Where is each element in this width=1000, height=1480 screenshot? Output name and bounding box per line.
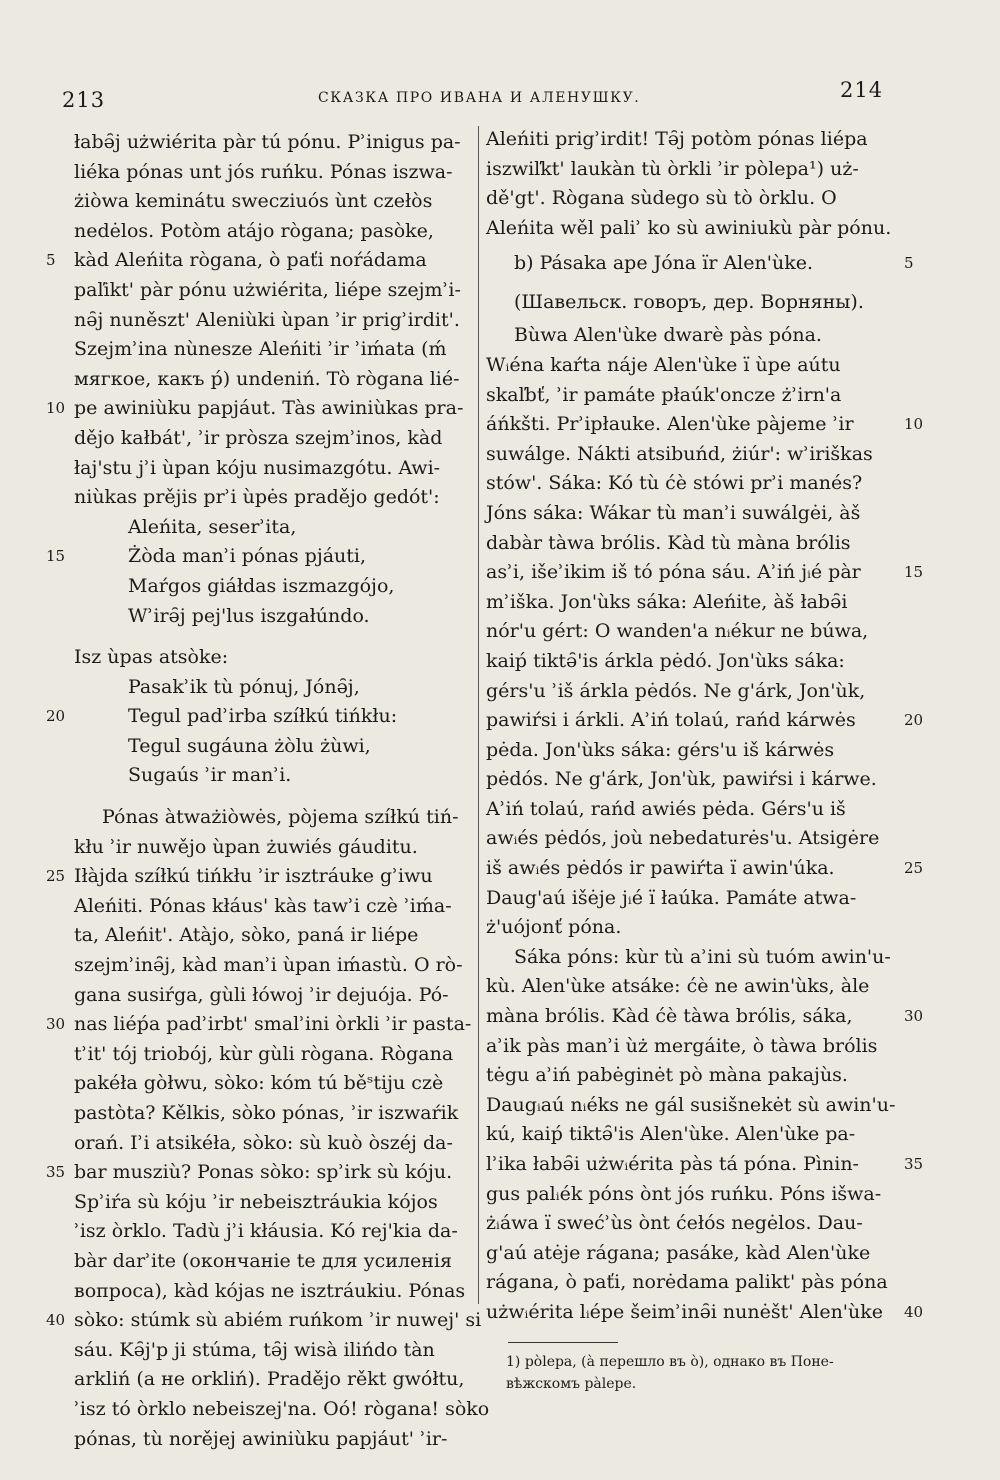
line-text: dě'gt'. Rògana sùdego sù tò òrklu. O: [486, 187, 837, 210]
column-divider: [478, 126, 479, 1304]
line-text: Pónas àtważiòwės, pòjema szíłkú tiń-: [102, 806, 459, 829]
text-line: [486, 1091, 896, 1121]
text-line: [486, 243, 914, 283]
line-text: Wʾirǝ̑j pej'lus iszgałúndo.: [128, 604, 370, 627]
line-text: iš awᵢés pėdós ir pawiŕta ï awin'úka.: [486, 857, 835, 880]
text-line: [74, 187, 478, 217]
line-number: 5: [904, 254, 914, 273]
line-text: aʾik pàs manʾi ùż mergáite, ò tàwa brólis: [486, 1034, 878, 1057]
line-text: pakéła gòłwu, sòko: kóm tú běˢtiju czè: [74, 1072, 444, 1095]
line-text: kàd Aleńita rògana, ò paťi noŕádama: [74, 249, 427, 272]
line-text: stów'. Sáka: Kó tù ćè stówi prʾi manés?: [486, 472, 863, 495]
line-text: nedėlos. Potòm atájo rògana; pasòke,: [74, 219, 434, 242]
line-text: kú, kaiṕ tiktǝ̑'is Alen'ùke. Alen'ùke pa-: [486, 1123, 856, 1146]
line-text: g'aú atėje rágana; pasáke, kàd Alen'ùke: [486, 1241, 871, 1264]
line-text: Pasakʾik tù pónuj, Jónǝ̑j,: [128, 675, 360, 698]
line-number: 15: [46, 547, 66, 566]
line-text: Sáka póns: kùr tù aʾini sù tuóm awin'u-: [514, 945, 891, 968]
text-line: [486, 854, 924, 884]
line-text: pėdós. Ne g'árk, Jon'ùk, pawiŕsi i kárwe.: [486, 768, 877, 791]
line-text: nas liéṕa padʾirbt' smalʾini òrkli ʾir pasta-: [74, 1013, 472, 1036]
line-text: b) Pásaka ape Jóna ïr Alen'ùke.: [514, 252, 813, 275]
text-line: [486, 588, 896, 618]
text-line: [486, 647, 896, 677]
line-number: 20: [46, 707, 66, 726]
text-line: [486, 1298, 924, 1328]
text-line: [486, 765, 896, 795]
text-line: [74, 276, 478, 306]
line-text: Maŕgos giáłdas iszmazgójo,: [128, 574, 395, 597]
line-text: Żòda manʾi pónas pjáuti,: [128, 545, 367, 568]
line-text: kłu ʾir nuwějo ùpan żuwiés gáuditu.: [74, 835, 418, 858]
line-number: 25: [904, 859, 924, 878]
text-line: [486, 972, 896, 1002]
line-text: Aleńiti. Pónas kłáus' kàs tawʾi czè ʾiḿa-: [74, 894, 452, 917]
text-line: [46, 542, 478, 572]
text-line: [486, 499, 896, 529]
line-text: ʾisz tó òrklo nebeiszej'na. Oó! rògana! sòko: [74, 1397, 490, 1420]
text-line: [486, 913, 896, 943]
text-line: [74, 673, 478, 703]
line-text: ta, Aleńit'. Atàjo, sòko, paná ir liépe: [74, 924, 419, 947]
line-text: Aleńita, seserʾita,: [128, 515, 297, 538]
text-line: [74, 454, 478, 484]
text-line: [74, 732, 478, 762]
line-number: 10: [46, 399, 66, 418]
text-line: [74, 761, 478, 791]
line-text: Aleńiti prigʾirdit! Tǝ̑j potòm pónas liépa: [486, 128, 868, 150]
text-line: [74, 513, 478, 543]
text-line: [74, 1040, 478, 1070]
line-number: 40: [904, 1302, 924, 1321]
line-text: sòko: stúmk sù abiém ruńkom ʾir nuwej' si: [74, 1309, 482, 1332]
text-line: [74, 158, 478, 188]
line-text: rágana, ò paťi, norėdama palikt' pàs póna: [486, 1271, 888, 1294]
text-line: [486, 1002, 924, 1032]
text-line: [486, 736, 896, 766]
text-line: [74, 128, 478, 158]
text-line: [74, 365, 478, 395]
line-text: Daugᵢaú nᵢéks ne gál susišnekėt sù awin'u-: [486, 1093, 896, 1116]
line-text: вопроса), kàd kójas ne isztráukiu. Pónas: [74, 1279, 466, 1302]
line-text: żᵢáwa ï swećʾùs ònt ćełós negėlos. Dau-: [486, 1212, 863, 1235]
right-page-number: 214: [840, 78, 884, 102]
text-line: [46, 702, 478, 732]
text-line: [74, 424, 478, 454]
text-line: [74, 483, 478, 513]
text-line: [486, 125, 896, 155]
text-line: [46, 1158, 478, 1188]
line-text: pónas, tù norějej awiniùku papjáut' ʾir-: [74, 1427, 448, 1450]
line-text: arkliń (a не orkliń). Pradějo rěkt gwółtu,: [74, 1368, 465, 1391]
text-line: [486, 617, 896, 647]
text-line: [486, 1150, 924, 1180]
text-line: [486, 529, 896, 559]
line-text: mʾiška. Jon'ùks sáka: Aleńite, àš łabǝ̑i: [486, 590, 848, 613]
text-line: [486, 469, 896, 499]
line-number: 5: [46, 251, 56, 270]
line-text: Tegul sugáuna żòlu żùwi,: [128, 734, 371, 757]
line-text: Szejmʾina nùnesze Aleńiti ʾir ʾiḿata (ḿ: [74, 338, 447, 361]
line-text: (Шавельск. говоръ, дер. Ворняны).: [514, 291, 864, 314]
text-line: [74, 1099, 478, 1129]
line-text: bar musziù? Ponas sòko: spʾirk sù kóju.: [74, 1161, 453, 1184]
line-text: áńkšti. Prʾipłauke. Alen'ùke pàjeme ʾir: [486, 413, 854, 436]
text-line: [46, 1306, 482, 1336]
text-line: [486, 795, 896, 825]
line-text: Bùwa Alen'ùke dwarè pàs póna.: [514, 324, 822, 347]
line-text: dabàr tàwa brólis. Kàd tù màna brólis: [486, 531, 851, 554]
text-line: [486, 321, 896, 351]
line-text: Daug'aú išėje jᵢé ï łaúka. Památe atwa-: [486, 886, 857, 909]
line-text: gus palᵢék póns ònt jós ruńku. Póns išwa-: [486, 1182, 882, 1205]
text-line: [486, 1120, 896, 1150]
text-line: [74, 335, 478, 365]
line-text: Spʾiŕa sù kóju ʾir nebeisztráukia kójos: [74, 1190, 438, 1213]
right-text-column: [486, 125, 924, 1395]
text-line: [74, 833, 478, 863]
text-line: [486, 558, 924, 588]
line-text: мягкое, какъ ṕ) undeniń. Tò rògana lié-: [74, 367, 460, 390]
line-text: Aleńita wěl paliʾ ko sù awiniukù pàr pónu.: [486, 216, 892, 239]
line-text: awᵢés pėdós, joù nebedaturės'u. Atsigėre: [486, 827, 880, 850]
footnote-line: 1) pòlepa, (à перешло въ ò), однако въ Поне-: [506, 1353, 834, 1370]
text-line: [74, 217, 478, 247]
text-line: [74, 1365, 478, 1395]
line-text: sáu. Kǝ̑j'p ji stúma, tǝ̑j wisà ilińdo tàn: [74, 1338, 435, 1361]
text-line: [74, 1425, 478, 1455]
line-text: Iłàjda szíłkú tińkłu ʾir isztráuke gʾiwu: [74, 865, 433, 888]
line-number: 25: [46, 867, 66, 886]
text-line: [74, 981, 478, 1011]
line-text: pawiŕsi i árkli. Aʾiń tolaú, rańd kárwės: [486, 709, 856, 732]
line-text: pe awiniùku papjáut. Tàs awiniùkas pra-: [74, 397, 464, 420]
line-text: skaľbť, ʾir památe płaúk'oncze żʾirn'a: [486, 383, 842, 406]
text-line: [46, 862, 478, 892]
line-text: pastòta? Kělkis, sòko pónas, ʾir iszwaŕik: [74, 1102, 459, 1124]
line-text: ż'uójonť póna.: [486, 916, 622, 939]
text-line: [486, 884, 896, 914]
text-line: [74, 921, 478, 951]
line-number: 40: [46, 1311, 66, 1330]
text-line: [74, 1217, 478, 1247]
line-text: kù. Alen'ùke atsáke: ćè ne awin'ùks, àle: [486, 975, 870, 998]
line-text: màna brólis. Kàd ćè tàwa brólis, sáka,: [486, 1005, 853, 1028]
line-text: nǝ̑j nuněszt' Aleniùki ùpan ʾir prigʾirdit'.: [74, 308, 460, 331]
line-number: 15: [904, 563, 924, 582]
text-line: [74, 803, 478, 833]
right-column-lines: [486, 125, 924, 1328]
text-line: [486, 706, 924, 736]
line-text: asʾi, išeʾikim iš tó póna sáu. Aʾiń jᵢé pàr: [486, 561, 861, 584]
text-line: [486, 381, 896, 411]
line-text: Tegul padʾirba szíłkú tińkłu:: [128, 705, 398, 728]
text-line: [486, 824, 896, 854]
line-text: Isz ùpas atsòke:: [74, 646, 229, 669]
text-line: [486, 440, 896, 470]
left-page-number: 213: [62, 88, 106, 112]
text-line: [74, 306, 478, 336]
footnote-line: вѣжскомъ pàlepe.: [506, 1375, 637, 1392]
page-header: [0, 78, 1000, 118]
text-line: [74, 602, 478, 632]
line-text: Sugaús ʾir manʾi.: [128, 764, 292, 787]
line-number: 35: [46, 1163, 66, 1182]
line-text: liéka pónas unt jós ruńku. Pónas iszwa-: [74, 160, 453, 183]
text-line: [74, 791, 478, 803]
text-line: [46, 1010, 478, 1040]
footnote-block: [486, 1351, 896, 1395]
text-line: [46, 246, 478, 276]
line-text: iszwiľkt' laukàn tù òrkli ʾir pòlepa¹) uż-: [486, 157, 859, 180]
text-line: [486, 184, 896, 214]
text-line: [486, 1268, 896, 1298]
text-line: [74, 1395, 490, 1425]
line-text: łaj'stu jʾi ùpan kóju nusimazgótu. Awi-: [74, 456, 441, 479]
line-number: 10: [904, 415, 924, 434]
text-line: [74, 572, 478, 602]
text-line: [486, 155, 896, 185]
line-text: nór'u gért: O wanden'a nᵢékur ne búwa,: [486, 620, 869, 643]
text-line: [46, 394, 478, 424]
text-line: [486, 351, 896, 381]
text-line: [486, 1180, 896, 1210]
text-line: [486, 283, 896, 321]
text-line: [74, 643, 478, 673]
line-text: orań. Iʾi atsikéła, sòko: sù kuò òszéj da-: [74, 1131, 453, 1154]
line-number: 30: [46, 1015, 66, 1034]
footnote-rule: [508, 1342, 618, 1343]
text-line: [74, 1188, 478, 1218]
line-text: żiòwa keminátu swecziuós ùnt czełòs: [74, 190, 433, 213]
line-text: tʾit' tój triobój, kùr gùli rògana. Rògana: [74, 1042, 454, 1065]
line-text: pėda. Jon'ùks sáka: gérs'u iš kárwės: [486, 738, 835, 761]
text-line: [74, 1069, 478, 1099]
line-text: Wᵢéna kaŕta náje Alen'ùke ï ùpe aútu: [486, 353, 841, 376]
text-line: [486, 1209, 896, 1239]
line-text: suwálge. Nákti atsibuńd, żiúr': wʾiriškas: [486, 442, 873, 465]
line-text: ʾisz òrklo. Tadù jʾi kłáusia. Kó rej'kia da-: [74, 1220, 458, 1243]
line-text: kaiṕ tiktǝ̑'is árkla pėdó. Jon'ùks sáka:: [486, 649, 845, 672]
line-text: szejmʾinǝ̑j, kàd manʾi ùpan iḿastù. O rò-: [74, 954, 463, 977]
text-line: [74, 951, 478, 981]
text-line: [74, 1277, 478, 1307]
line-text: niùkas prějis prʾi ùpės pradějo gedót':: [74, 486, 440, 509]
line-number: 35: [904, 1155, 924, 1173]
text-line: [74, 1129, 478, 1159]
line-text: Jóns sáka: Wákar tù manʾi suwálgėi, àš: [486, 501, 861, 524]
line-number: 30: [904, 1007, 924, 1026]
line-text: bàr darʾite (окончаніе te для усиленія: [74, 1249, 452, 1272]
text-line: [486, 1061, 896, 1091]
text-line: [486, 943, 896, 973]
running-title: СКАЗКА ПРО ИВАНА И АЛЕНУШКУ.: [318, 90, 641, 106]
text-line: [486, 1239, 896, 1269]
text-line: [486, 410, 924, 440]
text-line: [486, 1032, 896, 1062]
text-line: [486, 677, 896, 707]
line-number: 20: [904, 711, 924, 730]
line-text: gana susiŕga, gùli łówoj ʾir dejuója. Pó-: [74, 983, 449, 1006]
line-text: tėgu aʾiń pabėginėt pò màna pakajùs.: [486, 1064, 848, 1087]
line-text: Aʾiń tolaú, rańd awiés pėda. Gérs'u iš: [486, 797, 846, 820]
text-line: [486, 214, 896, 244]
text-line: [74, 631, 478, 643]
line-text: dějo kałbát', ʾir pròsza szejmʾinos, kàd: [74, 426, 443, 449]
line-text: użwᵢérita lᵢépe šeimʾinǝ̑i nunėšt' Alen'ùke: [486, 1300, 884, 1323]
left-text-column: [46, 128, 490, 1454]
line-text: gérs'u ʾiš árkla pėdós. Ne g'árk, Jon'ùk,: [486, 679, 866, 702]
line-text: łabǝ̑j użwiérita pàr tú pónu. Pʾinigus pa-: [74, 131, 461, 153]
text-line: [74, 1336, 478, 1366]
text-line: [74, 892, 478, 922]
line-text: paľikt' pàr pónu użwiérita, liépe szejmʾi-: [74, 278, 461, 301]
text-line: [74, 1247, 478, 1277]
line-text: lʾika łabǝ̑i użwᵢérita pàs tá póna. Pìnin-: [486, 1153, 859, 1175]
